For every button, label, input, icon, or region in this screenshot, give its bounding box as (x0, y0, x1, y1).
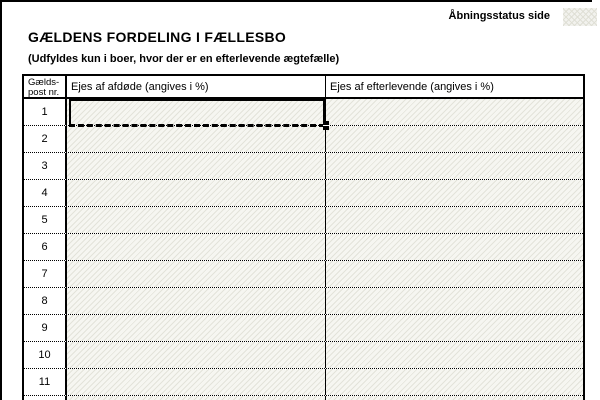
survivor-percent-field[interactable] (326, 153, 583, 179)
table-row (24, 153, 583, 180)
table-row (24, 99, 583, 126)
table-row (24, 315, 583, 342)
survivor-percent-field[interactable] (326, 288, 583, 314)
column-header-survivor: Ejes af efterlevende (angives i %) (330, 80, 494, 93)
table-row (24, 288, 583, 315)
survivor-percent-field[interactable] (326, 99, 583, 125)
column-header-debt-number (24, 76, 67, 97)
survivor-percent-field[interactable] (326, 342, 583, 368)
row-number: 5 (24, 207, 67, 233)
table-row (24, 180, 583, 207)
row-number: 7 (24, 261, 67, 287)
row-number: 9 (24, 315, 67, 341)
deceased-percent-field[interactable] (67, 153, 326, 179)
page-subtitle: (Udfyldes kun i boer, hvor der er en efterlevende ægtefælle) (28, 53, 340, 65)
page-left-border (0, 0, 2, 400)
survivor-percent-field[interactable] (326, 180, 583, 206)
table-body (24, 99, 583, 400)
row-number: 4 (24, 180, 67, 206)
page-title: GÆLDENS FORDELING I FÆLLESBO (28, 29, 287, 45)
deceased-percent-field[interactable] (67, 342, 326, 368)
deceased-percent-field[interactable] (67, 396, 326, 400)
table-row (24, 261, 583, 288)
row-number: 3 (24, 153, 67, 179)
status-value-field[interactable] (563, 8, 597, 26)
row-number: 2 (24, 126, 67, 152)
table-row (24, 126, 583, 153)
deceased-percent-field[interactable] (67, 288, 326, 314)
table-row (24, 342, 583, 369)
deceased-percent-field[interactable] (67, 261, 326, 287)
table-header-row (24, 76, 583, 99)
survivor-percent-field[interactable] (326, 126, 583, 152)
row-number: 1 (24, 99, 67, 125)
status-label: Åbningsstatus side (448, 10, 550, 22)
row-number (24, 396, 67, 400)
debt-distribution-table (22, 74, 585, 400)
survivor-percent-field[interactable] (326, 207, 583, 233)
table-row (24, 396, 583, 400)
row-number: 11 (24, 369, 67, 395)
deceased-percent-field[interactable] (67, 315, 326, 341)
deceased-percent-field[interactable] (67, 207, 326, 233)
row-number: 6 (24, 234, 67, 260)
column-header-deceased: Ejes af afdøde (angives i %) (67, 76, 326, 97)
survivor-percent-field[interactable] (326, 234, 583, 260)
row-number: 10 (24, 342, 67, 368)
row-number: 8 (24, 288, 67, 314)
page-top-border (0, 0, 592, 2)
survivor-percent-field[interactable] (326, 396, 583, 400)
survivor-percent-field[interactable] (326, 315, 583, 341)
deceased-percent-field[interactable] (67, 99, 326, 125)
table-row (24, 234, 583, 261)
deceased-percent-field[interactable] (67, 369, 326, 395)
deceased-percent-field[interactable] (67, 234, 326, 260)
deceased-percent-field[interactable] (67, 180, 326, 206)
deceased-percent-field[interactable] (67, 126, 326, 152)
debt-number-header-line2: post nr. (28, 87, 60, 98)
debt-number-header-line1: Gælds- (28, 77, 60, 88)
table-row (24, 369, 583, 396)
survivor-percent-field[interactable] (326, 369, 583, 395)
survivor-percent-field[interactable] (326, 261, 583, 287)
table-row (24, 207, 583, 234)
